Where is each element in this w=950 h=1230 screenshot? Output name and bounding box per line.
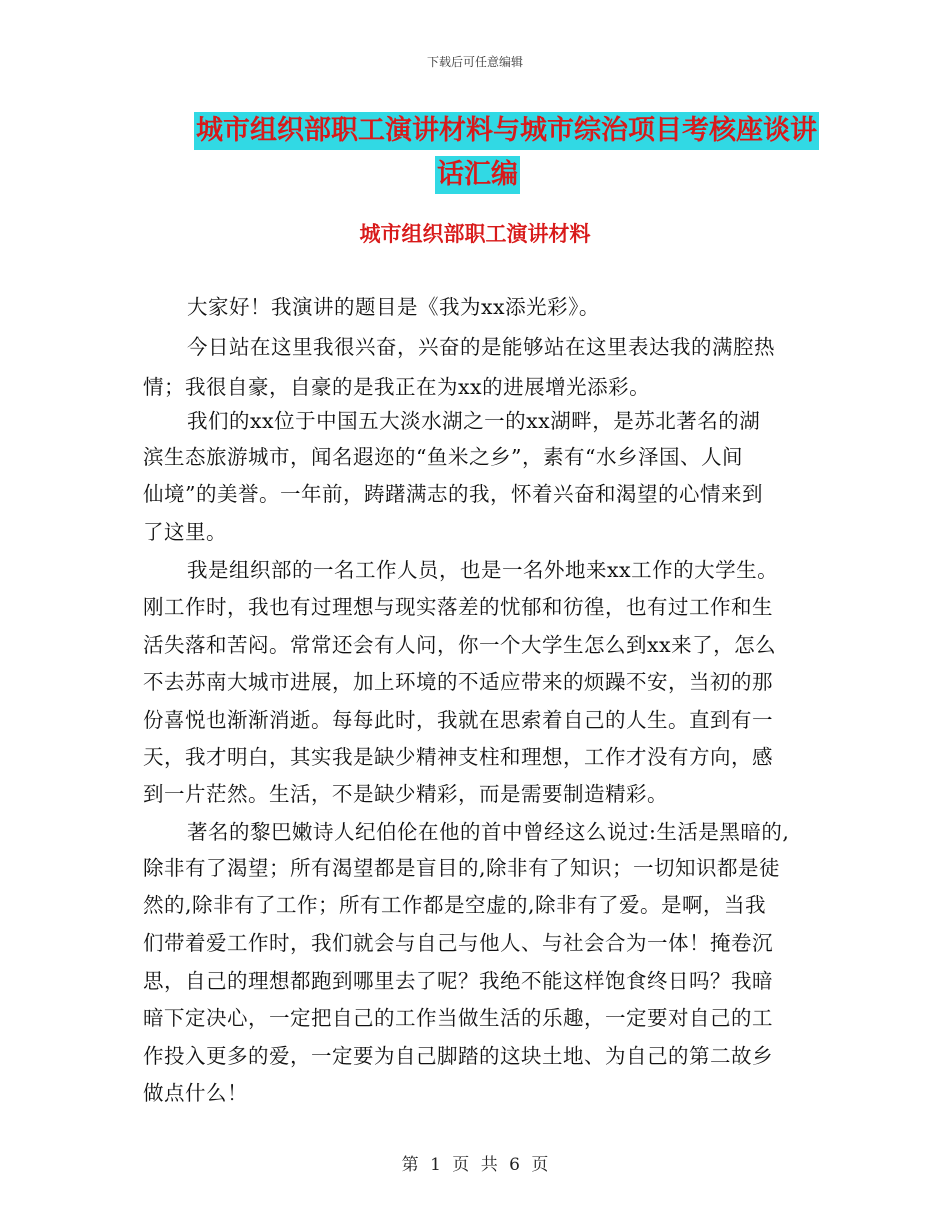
body-line: 暗下定决心，一定把自己的工作当做生活的乐趣，一定要对自己的工 — [143, 1006, 773, 1030]
body-line: 份喜悦也渐渐消逝。每每此时，我就在思索着自己的人生。直到有一 — [143, 708, 773, 732]
body-line: 除非有了渴望；所有渴望都是盲目的,除非有了知识；一切知识都是徒 — [143, 856, 781, 880]
document-title-line-2: 话汇编 — [435, 156, 520, 194]
body-line: 今日站在这里我很兴奋，兴奋的是能够站在这里表达我的满腔热 — [187, 335, 775, 359]
section-title: 城市组织部职工演讲材料 — [359, 221, 591, 246]
body-line: 活失落和苦闷。常常还会有人问，你一个大学生怎么到xx来了，怎么 — [143, 633, 777, 657]
body-line: 做点什么！ — [143, 1081, 248, 1105]
body-line: 思，自己的理想都跑到哪里去了呢？我绝不能这样饱食终日吗？我暗 — [143, 969, 773, 993]
body-line: 天，我才明白，其实我是缺少精神支柱和理想，工作才没有方向，感 — [143, 745, 773, 769]
body-line: 我是组织部的一名工作人员，也是一名外地来xx工作的大学生。 — [187, 558, 779, 582]
body-line: 我们的xx位于中国五大淡水湖之一的xx湖畔，是苏北著名的湖 — [187, 409, 761, 433]
page-header: 下载后可任意编辑 — [426, 55, 523, 69]
body-line: 到一片茫然。生活，不是缺少精彩，而是需要制造精彩。 — [143, 782, 668, 806]
body-line: 大家好！我演讲的题目是《我为xx添光彩》。 — [187, 295, 600, 319]
body-line: 作投入更多的爱，一定要为自己脚踏的这块土地、为自己的第二故乡 — [143, 1044, 773, 1068]
body-line: 滨生态旅游城市，闻名遐迩的“鱼米之乡”，素有“水乡泽国、人间 — [143, 445, 743, 469]
body-line: 了这里。 — [143, 520, 227, 544]
body-line: 不去苏南大城市进展，加上环境的不适应带来的烦躁不安，当初的那 — [143, 670, 773, 694]
body-line: 然的,除非有了工作；所有工作都是空虚的,除非有了爱。是啊，当我 — [143, 893, 767, 917]
body-line: 刚工作时，我也有过理想与现实落差的忧郁和彷徨，也有过工作和生 — [143, 595, 773, 619]
body-line: 仙境”的美誉。一年前，踌躇满志的我，怀着兴奋和渴望的心情来到 — [143, 482, 763, 506]
body-line: 们带着爱工作时，我们就会与自己与他人、与社会合为一体！掩卷沉 — [143, 931, 773, 955]
document-title-line-1: 城市组织部职工演讲材料与城市综治项目考核座谈讲 — [194, 112, 819, 150]
page-footer: 第 1 页 共 6 页 — [401, 1155, 549, 1175]
body-line: 情；我很自豪，自豪的是我正在为xx的进展增光添彩。 — [143, 375, 651, 399]
body-line: 著名的黎巴嫩诗人纪伯伦在他的首中曾经这么说过:生活是黑暗的, — [187, 820, 790, 844]
